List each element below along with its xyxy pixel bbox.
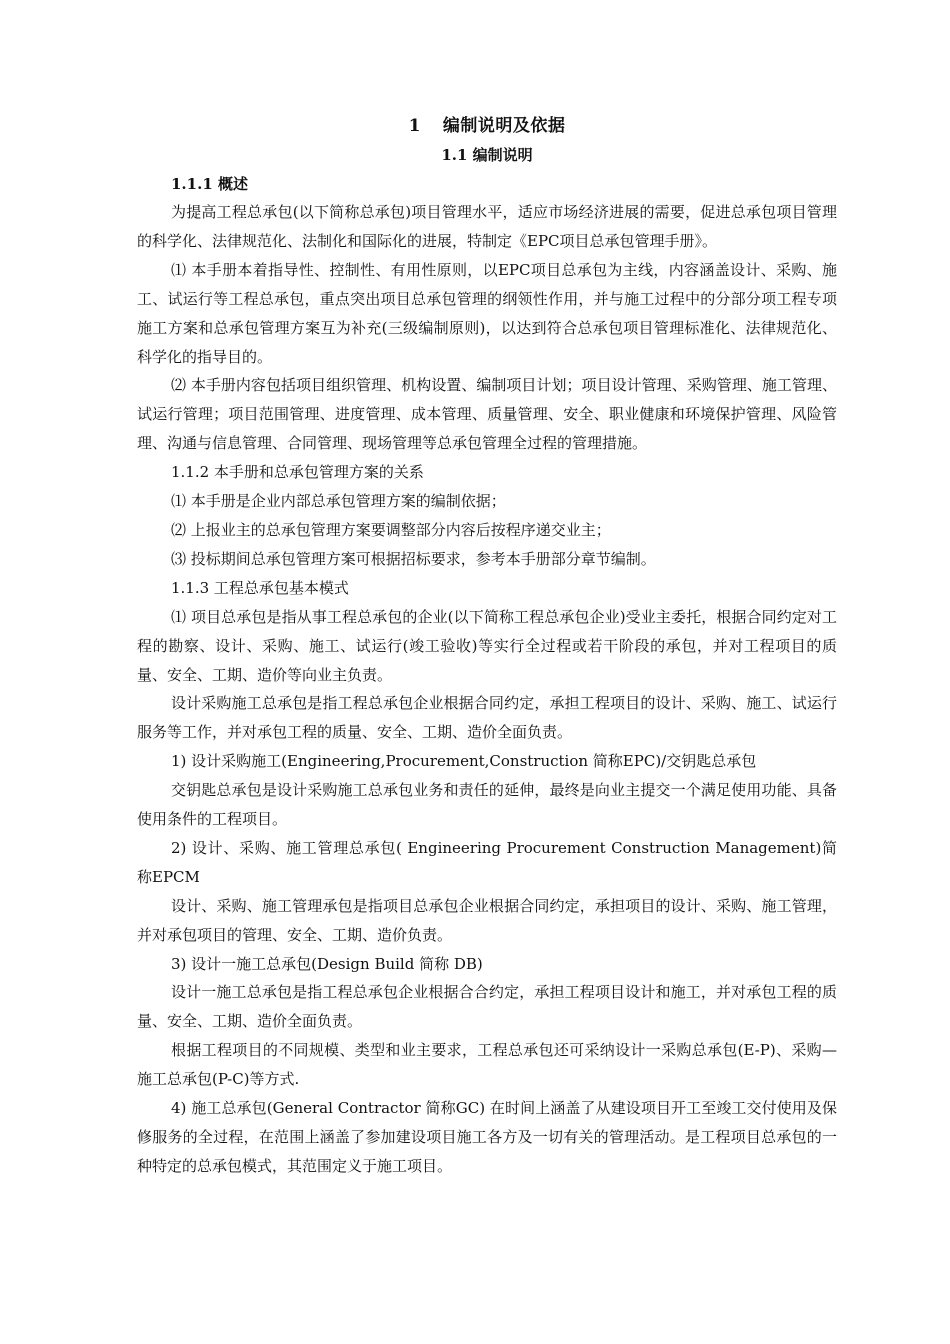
paragraph-relation-2: ⑵ 上报业主的总承包管理方案要调整部分内容后按程序递交业主； — [171, 520, 611, 539]
subsection-heading: 1.1.1 概述 — [171, 175, 248, 193]
chapter-number: 1 — [408, 116, 421, 136]
paragraph-turnkey: 交钥匙总承包是设计采购施工总承包业务和责任的延伸，最终是向业主提交一个满足使用功能、具备使用条件的工程项目。 — [137, 781, 837, 829]
paragraph-epcm-definition: 设计、采购、施工管理承包是指项目总承包企业根据合同约定，承担项目的设计、采购、施工管理，并对承包项目的管理、安全、工期、造价负责。 — [137, 896, 837, 944]
paragraph-epc-definition: 设计采购施工总承包是指工程总承包企业根据合同约定，承担工程项目的设计、采购、施工、试运行服务等工作，并对承包工程的质量、安全、工期、造价全面负责。 — [137, 694, 837, 742]
document-page — [137, 112, 837, 1181]
paragraph-relation-3: ⑶ 投标期间总承包管理方案可根据招标要求，参考本手册部分章节编制。 — [171, 549, 656, 568]
paragraph-item-1: ⑴ 本手册本着指导性、控制性、有用性原则，以EPC项目总承包为主线，内容涵盖设计、采购、施工、试运行等工程总承包，重点突出项目总承包管理的纲领性作用，并与施工过程中的分部分项工程专项施工方案和总承包管理方案互为补充(三级编制原则)，以达到符合总承包项目管理标准化、法律规范化、科学化的指导目的。 — [137, 260, 837, 366]
paragraph-db-definition: 设计一施工总承包是指工程总承包企业根据合合约定，承担工程项目设计和施工，并对承包工程的质量、安全、工期、造价全面负责。 — [137, 983, 837, 1031]
paragraph-overview: 为提高工程总承包(以下简称总承包)项目管理水平，适应市场经济进展的需要，促进总承包项目管理的科学化、法律规范化、法制化和国际化的进展，特制定《EPC项目总承包管理手册》。 — [137, 203, 837, 250]
paragraph-db-title: 3) 设计一施工总承包(Design Build 简称 DB) — [171, 954, 483, 973]
section-heading: 1.1 编制说明 — [441, 146, 533, 164]
paragraph-mode-1: ⑴ 项目总承包是指从事工程总承包的企业(以下简称工程总承包企业)受业主委托，根据合同约定对工程的勘察、设计、采购、施工、试运行(竣工验收)等实行全过程或若干阶段的承包，并对工程项目的质量、安全、工期、造价等向业主负责。 — [137, 607, 837, 684]
subsection-heading-1-1-2: 1.1.2 本手册和总承包管理方案的关系 — [171, 463, 424, 482]
paragraph-other-modes: 根据工程项目的不同规模、类型和业主要求，工程总承包还可采纳设计一采购总承包(E-P)、采购—施工总承包(P-C)等方式. — [137, 1041, 837, 1089]
paragraph-item-2: ⑵ 本手册内容包括项目组织管理、机构设置、编制项目计划；项目设计管理、采购管理、施工管理、试运行管理；项目范围管理、进度管理、成本管理、质量管理、安全、职业健康和环境保护管理、风险管理、沟通与信息管理、合同管理、现场管理等总承包管理全过程的管理措施。 — [137, 376, 837, 453]
paragraph-epc-title: 1) 设计采购施工(Engineering,Procurement,Construction 简称EPC)/交钥匙总承包 — [171, 752, 757, 771]
chapter-title: 编制说明及依据 — [442, 116, 566, 136]
paragraph-epcm-title: 2) 设计、采购、施工管理总承包( Engineering Procurement Construction Management)简称EPCM — [137, 838, 837, 886]
paragraph-gc: 4) 施工总承包(General Contractor 简称GC) 在时间上涵盖了从建设项目开工至竣工交付使用及保修服务的全过程，在范围上涵盖了参加建设项目施工各方及一切有关的管理活动。是工程项目总承包的一种特定的总承包模式，其范围定义于施工项目。 — [137, 1099, 837, 1175]
subsection-heading-1-1-3: 1.1.3 工程总承包基本模式 — [171, 578, 349, 597]
paragraph-relation-1: ⑴ 本手册是企业内部总承包管理方案的编制依据； — [171, 492, 506, 511]
chapter-heading — [137, 112, 837, 140]
